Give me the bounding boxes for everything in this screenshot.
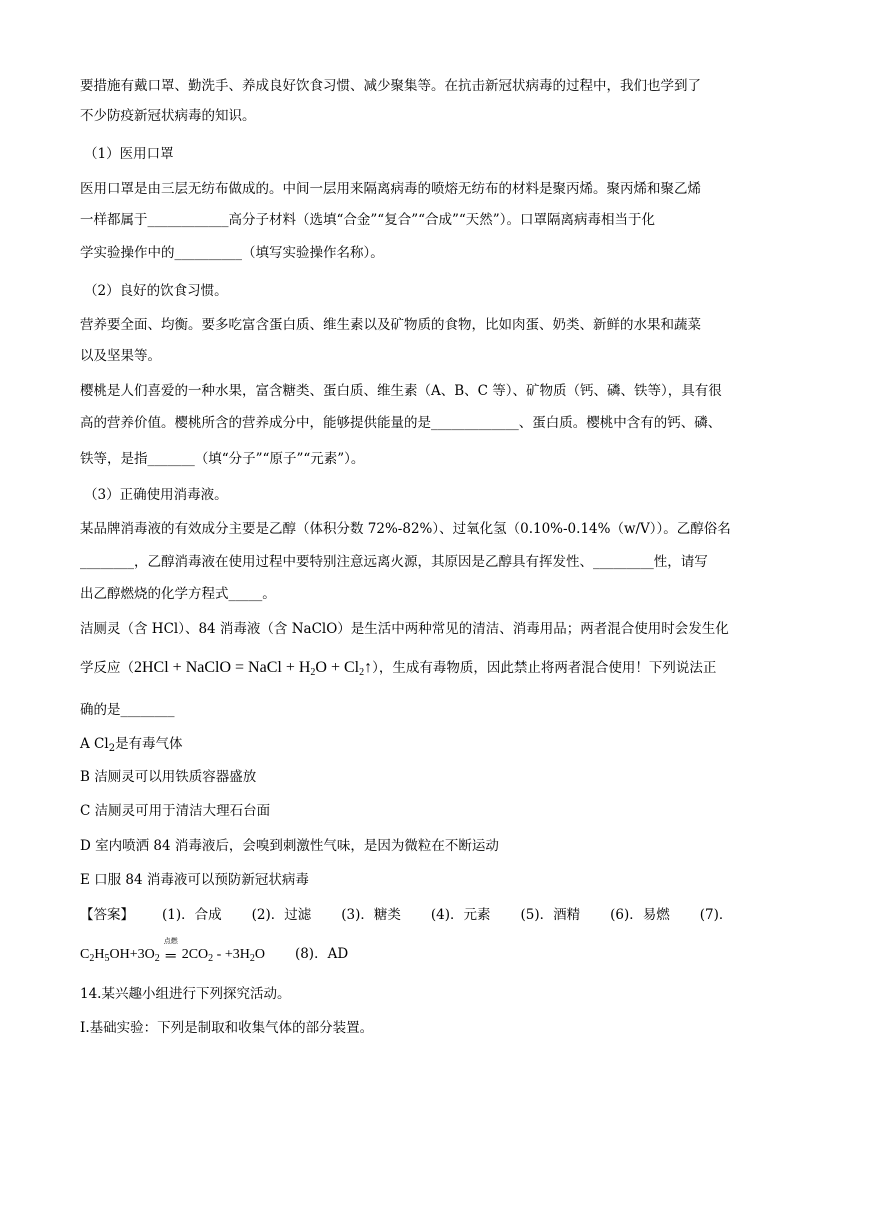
text-line-2: 不少防疫新冠状病毒的知识。	[80, 108, 256, 124]
answer-item-5: (5)．酒精	[520, 907, 581, 923]
question-end: 确的是________	[80, 702, 175, 718]
answer-item-4: (4)．元素	[430, 907, 491, 923]
answer-item-2: (2)．过滤	[251, 907, 312, 923]
question-14-part-i: I.基础实验：下列是制取和收集气体的部分装置。	[80, 1020, 374, 1036]
option-d: D 室内喷洒 84 消毒液后，会嗅到刺激性气味，是因为微粒在不断运动	[80, 838, 499, 854]
section-heading-disinfectant: （3）正确使用消毒液。	[84, 487, 228, 503]
text-line-4: 医用口罩是由三层无纺布做成的。中间一层用来隔离病毒的喷熔无纺布的材料是聚丙烯。聚丙烯和聚乙烯	[80, 181, 701, 197]
reaction-line	[80, 659, 800, 682]
answer-item-6: (6)．易燃	[610, 907, 670, 923]
text-line-5: 一样都属于____________高分子材料（选填“合金”“复合”“合成”“天然”）。口罩隔离病毒相当于化	[80, 212, 655, 228]
reaction-before: 学反应（	[80, 660, 134, 676]
option-b: B 洁厕灵可以用铁质容器盛放	[80, 769, 257, 785]
option-c: C 洁厕灵可用于清洁大理石台面	[80, 803, 271, 819]
answer-item-3: (3)．糖类	[341, 907, 401, 923]
option-e: E 口服 84 消毒液可以预防新冠状病毒	[80, 872, 309, 888]
text-line-14: 某品牌消毒液的有效成分主要是乙醇（体积分数 72%-82%）、过氧化氢（0.10%-0.14%（w/V））。乙醇俗名	[80, 521, 731, 537]
text-line-11: 高的营养价值。樱桃所含的营养成分中，能够提供能量的是_____________、蛋白质。樱桃中含有的钙、磷、	[80, 415, 722, 431]
question-14-title: 14.某兴趣小组进行下列探究活动。	[80, 986, 291, 1002]
text-line-6: 学实验操作中的__________（填写实验操作名称）。	[80, 245, 384, 261]
reaction-condition: 点燃 ═	[163, 937, 178, 964]
reaction-after: ），生成有毒物质，因此禁止将两者混合使用！下列说法正	[372, 660, 717, 676]
ethanol-combustion-equation: $C_2H_5OH+3O_2$ 点燃 ═ $2CO_2 - +3H_2O$	[80, 937, 265, 964]
answer-item-1: (1)．合成	[162, 907, 222, 923]
answer-equation-line	[80, 937, 800, 968]
section-heading-diet: （2）良好的饮食习惯。	[84, 283, 228, 299]
reaction-formula: 2HCl + NaClO = NaCl + $H_2O$ + $Cl_2↑$	[134, 659, 373, 678]
option-a: A $Cl_2$是有毒气体	[80, 736, 183, 754]
answer-line	[80, 906, 800, 924]
answer-item-7: (7)．	[699, 907, 733, 923]
answer-item-8: (8)．AD	[294, 946, 349, 962]
text-line-9: 以及坚果等。	[80, 348, 161, 364]
text-line-16: 出乙醇燃烧的化学方程式_____。	[80, 586, 276, 602]
text-line-1: 要措施有戴口罩、勤洗手、养成良好饮食习惯、减少聚集等。在抗击新冠状病毒的过程中，我们也学到了	[80, 78, 701, 94]
text-line-15: ________，乙醇消毒液在使用过程中要特别注意远离火源，其原因是乙醇具有挥发性、_________性，请写	[80, 554, 708, 570]
text-line-17: 洁厕灵（含 HCl）、84 消毒液（含 NaClO）是生活中两种常见的清洁、消毒用品；两者混合使用时会发生化	[80, 621, 729, 637]
text-line-12: 铁等，是指_______（填“分子”“原子”“元素”）。	[80, 451, 365, 467]
text-line-8: 营养要全面、均衡。要多吃富含蛋白质、维生素以及矿物质的食物，比如肉蛋、奶类、新鲜的水果和蔬菜	[80, 317, 701, 333]
section-heading-mask: （1）医用口罩	[84, 146, 174, 162]
text-line-10: 樱桃是人们喜爱的一种水果，富含糖类、蛋白质、维生素（A、B、C 等）、矿物质（钙、磷、铁等），具有很	[80, 383, 722, 399]
answer-label: 【答案】	[80, 907, 134, 923]
